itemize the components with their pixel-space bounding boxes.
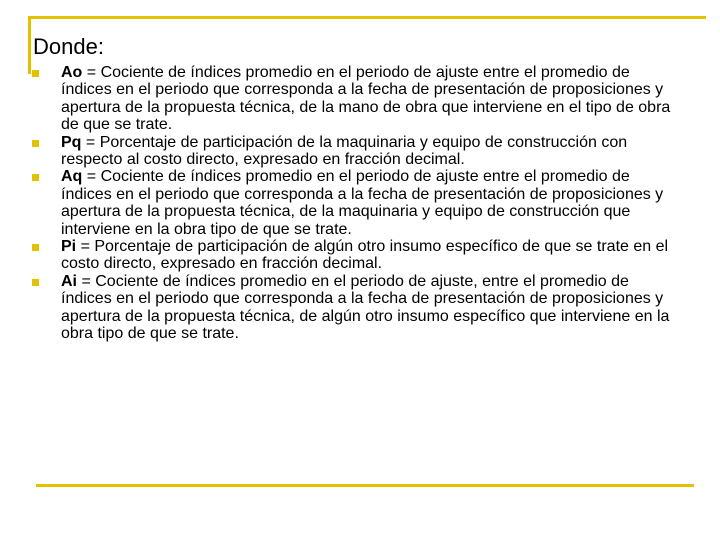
frame-bottom-rule [36,484,694,487]
list-item-aq [32,168,672,238]
square-bullet-icon [32,174,39,181]
definition-text: = Cociente de índices promedio en el periodo de ajuste entre el promedio de índices en el periodo que corresponda a la fecha de presentación de proposiciones y apertura de la propuesta técnica, de la maquinaria y equipo de construcción que interviene en la obra tipo de que se trate. [61,168,664,238]
term-label: Ao [61,64,83,81]
slide-heading: Donde: [33,34,104,59]
definition-text: = Porcentaje de participación de algún otro insumo específico de que se trate en el costo directo, expresado en fracción decimal. [61,238,669,273]
frame-top-rule [28,16,706,19]
term-label: Pi [61,238,77,256]
definition-text: = Porcentaje de participación de la maquinaria y equipo de construcción con respecto al costo directo, expresado en fracción decimal. [61,133,628,169]
term-label: Aq [61,168,83,186]
definition-text: = Cociente de índices promedio en el periodo de ajuste entre el promedio de índices en el periodo que corresponda a la fecha de presentación de proposiciones y apertura de la propuesta técnica, de la mano de obra que interviene en el tipo de obra de que se trate. [61,64,671,134]
term-label: Pq [61,133,82,151]
square-bullet-icon [32,279,39,286]
frame-left-rule [28,16,31,74]
list-item-pq [32,134,672,169]
definition-list [32,64,672,343]
list-item-pi [32,238,672,273]
definition-text: = Cociente de índices promedio en el periodo de ajuste, entre el promedio de índices en el periodo que corresponda a la fecha de presentación de proposiciones y apertura de la propuesta técnica, de algún otro insumo específico que interviene en la obra tipo de que se trate. [61,272,670,343]
square-bullet-icon [32,244,39,251]
square-bullet-icon [32,70,39,77]
square-bullet-icon [32,140,39,147]
list-item-ao [32,64,672,134]
term-label: Ai [61,272,77,290]
list-item-ai [32,273,672,343]
